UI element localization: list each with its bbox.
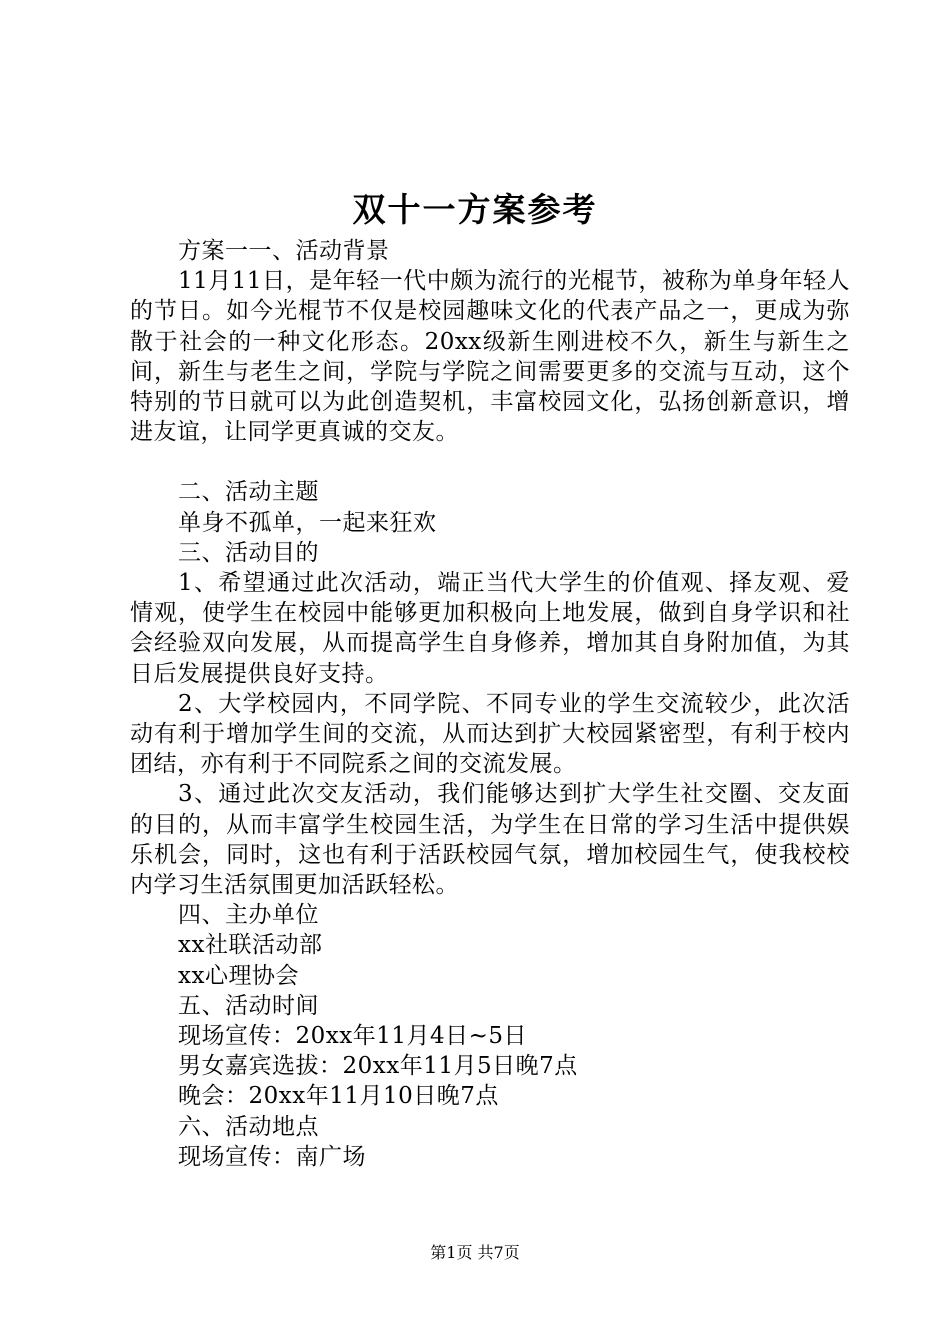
paragraph-time-heading: 五、活动时间: [178, 992, 319, 1019]
paragraph-location-promo: 现场宣传：南广场: [178, 1143, 366, 1170]
paragraph-time-promo: 现场宣传：20xx年11月4日~5日: [178, 1023, 528, 1050]
paragraph-organizer-1: xx社联活动部: [178, 932, 323, 959]
paragraph-background-text: 11月11日，是年轻一代中颇为流行的光棍节，被称为单身年轻人的节日。如今光棍节不仅是校园趣味文化的代表产品之一，更成为弥散于社会的一种文化形态。20xx级新生刚进校不久，新生与新生之间，新生与老生之间，学院与学院之间需要更多的交流与互动，这个特别的节日就可以为此创造契机，丰富校园文化，弘扬创新意识，增进友谊，让同学更真诚的交友。: [130, 268, 850, 446]
page-footer: 第1页 共7页: [430, 1243, 520, 1262]
paragraph-theme-heading: 二、活动主题: [178, 479, 319, 506]
paragraph-plan-one-background: 方案一一、活动背景: [178, 238, 390, 264]
paragraph-purpose-heading: 三、活动目的: [178, 539, 319, 566]
paragraph-organizer-2: xx心理协会: [178, 962, 299, 989]
paragraph-purpose-2: 2、大学校园内，不同学院、不同专业的学生交流较少，此次活动有利于增加学生间的交流，从而达到扩大校园紧密型，有利于校内团结，亦有利于不同院系之间的交流发展。: [130, 690, 850, 778]
paragraph-purpose-3: 3、通过此次交友活动，我们能够达到扩大学生社交圈、交友面的目的，从而丰富学生校园生活，为学生在日常的学习生活中提供娱乐机会，同时，这也有利于活跃校园气氛，增加校园生气，使我校校内学习生活氛围更加活跃轻松。: [130, 781, 850, 899]
document-body: [130, 236, 850, 1172]
paragraph-location-heading: 六、活动地点: [178, 1113, 319, 1140]
paragraph-time-gala: 晚会：20xx年11月10日晚7点: [178, 1083, 499, 1110]
paragraph-theme-text: 单身不孤单，一起来狂欢: [178, 509, 437, 536]
document-title: 双十一方案参考: [352, 190, 598, 229]
paragraph-time-selection: 男女嘉宾选拔：20xx年11月5日晚7点: [178, 1053, 578, 1080]
paragraph-purpose-1: 1、希望通过此次活动，端正当代大学生的价值观、择友观、爱情观，使学生在校园中能够更加积极向上地发展，做到自身学识和社会经验双向发展，从而提高学生自身修养，增加其自身附加值，为其日后发展提供良好支持。: [130, 570, 850, 687]
paragraph-organizer-heading: 四、主办单位: [178, 902, 319, 929]
